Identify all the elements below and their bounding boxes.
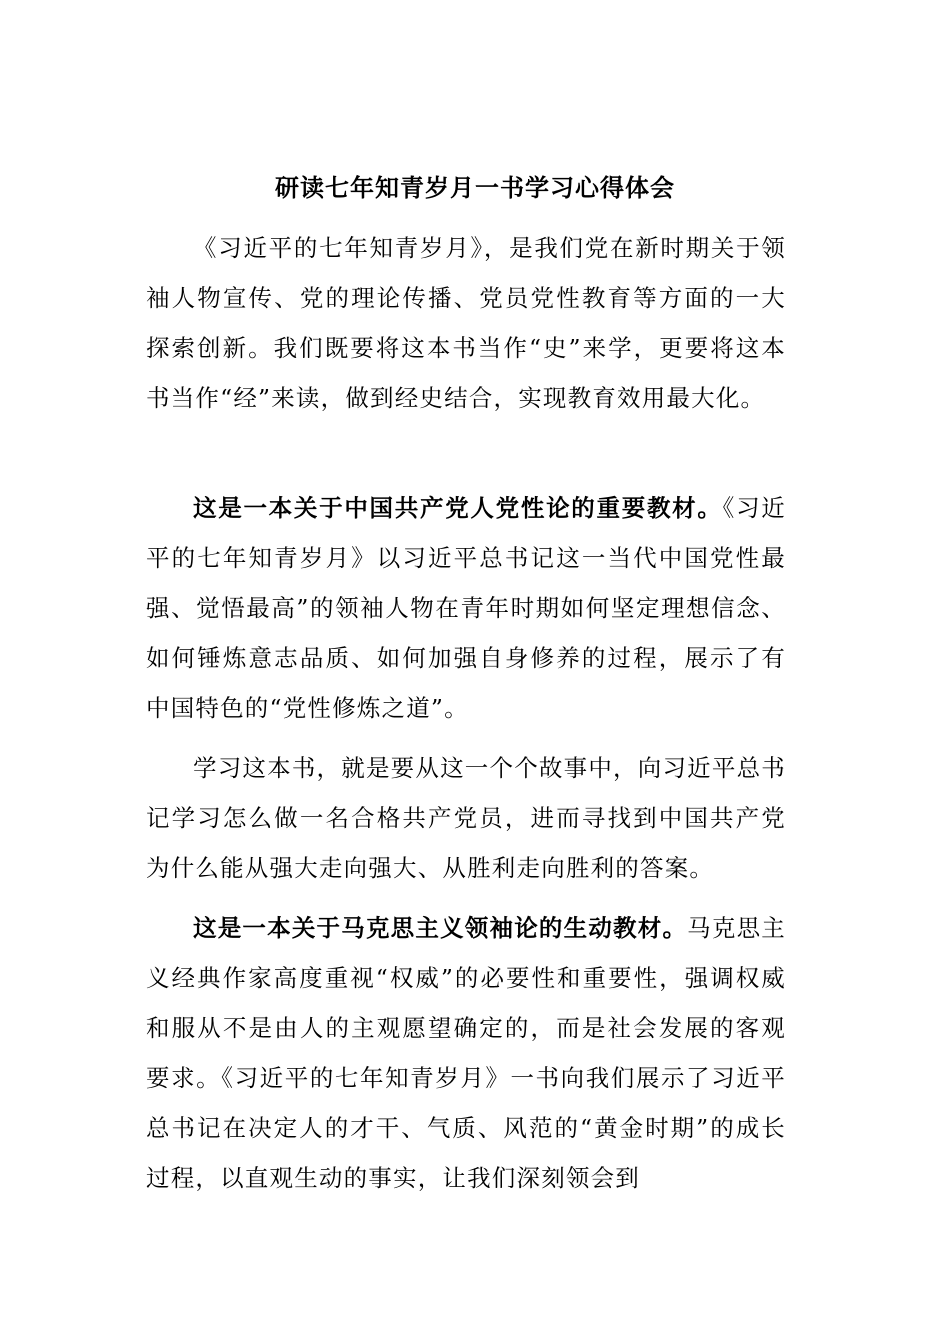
- paragraph-3-text: 学习这本书，就是要从这一个个故事中，向习近平总书记学习怎么做一名合格共产党员，进而寻找到中国共产党为什么能从强大走向强大、从胜利走向胜利的答案。: [146, 754, 786, 882]
- paragraph-2-lead: 这是一本关于中国共产党人党性论的重要教材。: [193, 494, 723, 522]
- paragraph-1: [146, 223, 786, 423]
- paragraph-1-text: 《习近平的七年知青岁月》，是我们党在新时期关于领袖人物宣传、党的理论传播、党员党性教育等方面的一大探索创新。我们既要将这本书当作“史”来学，更要将这本书当作“经”来读，做到经史结合，实现教育效用最大化。: [146, 234, 786, 412]
- paragraph-4-lead: 这是一本关于马克思主义领袖论的生动教材。: [193, 914, 688, 942]
- document-title: 研读七年知青岁月一书学习心得体会: [275, 173, 675, 202]
- paragraph-4-text: 马克思主义经典作家高度重视“权威”的必要性和重要性，强调权威和服从不是由人的主观愿望确定的，而是社会发展的客观要求。《习近平的七年知青岁月》一书向我们展示了习近平总书记在决定人的才干、气质、风范的“黄金时期”的成长过程，以直观生动的事实，让我们深刻领会到: [146, 914, 786, 1192]
- paragraph-2-text: 《习近平的七年知青岁月》以习近平总书记这一当代中国党性最强、觉悟最高”的领袖人物在青年时期如何坚定理想信念、如何锤炼意志品质、如何加强自身修养的过程，展示了有中国特色的“党性修炼之道”。: [146, 494, 786, 722]
- paragraph-4: [146, 903, 786, 1203]
- paragraph-3: [146, 743, 786, 893]
- paragraph-2: [146, 483, 786, 733]
